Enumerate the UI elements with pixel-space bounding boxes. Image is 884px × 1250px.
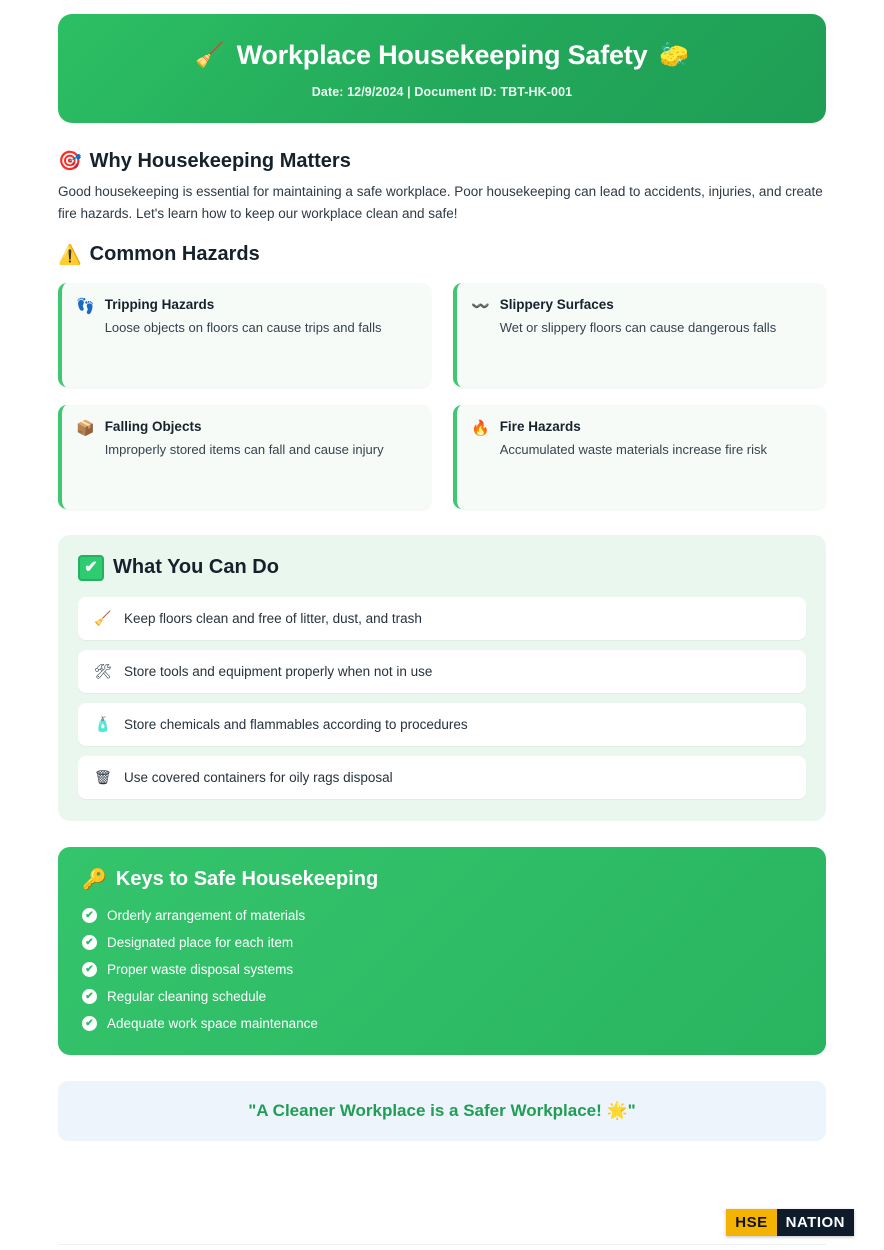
brand-hse-label: HSE: [726, 1209, 776, 1236]
key-text: Orderly arrangement of materials: [107, 907, 306, 923]
action-text: Keep floors clean and free of litter, dust, and trash: [124, 610, 422, 626]
chemical-bottle-icon: 🧴: [94, 715, 112, 732]
hazard-card: [453, 405, 826, 509]
why-section: [58, 149, 826, 225]
key-text: Adequate work space maintenance: [107, 1015, 318, 1031]
check-circle-icon: ✔: [82, 1016, 97, 1031]
key-text: Regular cleaning schedule: [107, 988, 267, 1004]
actions-panel: [58, 535, 826, 821]
action-item: [78, 597, 806, 640]
warning-icon: ⚠️: [58, 244, 82, 266]
hazards-grid: [58, 283, 826, 509]
key-list-item: [82, 908, 802, 923]
brand-badge: [726, 1209, 854, 1236]
action-text: Store chemicals and flammables according to procedures: [124, 716, 468, 732]
why-body-text: Good housekeeping is essential for maintaining a safe workplace. Poor housekeeping can lead to accidents, injuries, and create fire hazards. Let's learn how to keep our workplace clean and safe!: [58, 184, 823, 221]
action-item: [78, 650, 806, 693]
hazard-text: Improperly stored items can fall and cause injury: [104, 441, 384, 457]
key-text: Designated place for each item: [107, 934, 294, 950]
key-icon: 🔑: [82, 868, 107, 891]
key-list-item: [82, 935, 802, 950]
broom-icon: 🧹: [194, 41, 225, 69]
action-item: [78, 756, 806, 799]
hazard-title: Fire Hazards: [499, 418, 581, 434]
brand-nation-label: NATION: [777, 1209, 854, 1236]
box-icon: 📦: [76, 419, 95, 437]
hazard-card: [453, 283, 826, 387]
hazard-title: Slippery Surfaces: [499, 296, 614, 312]
page-bottom-divider: [58, 1244, 826, 1250]
page-title: [78, 40, 806, 71]
actions-heading: [78, 555, 806, 581]
hazard-card: [58, 405, 431, 509]
target-icon: 🎯: [58, 151, 82, 173]
keys-heading-text: Keys to Safe Housekeeping: [115, 867, 379, 890]
action-item: [78, 703, 806, 746]
hazards-heading: [58, 243, 826, 267]
broom-icon: 🧹: [94, 609, 112, 626]
hazard-card: [58, 283, 431, 387]
page-title-text: Workplace Housekeeping Safety: [236, 40, 648, 70]
waves-icon: 〰️: [471, 297, 490, 315]
closing-quote: "A Cleaner Workplace is a Safer Workplace! 🌟": [58, 1081, 826, 1141]
tools-icon: 🛠: [94, 662, 112, 679]
hazards-heading-text: Common Hazards: [89, 243, 260, 266]
action-text: Store tools and equipment properly when not in use: [124, 663, 433, 679]
key-list-item: [82, 1016, 802, 1031]
header-banner: [58, 14, 826, 123]
fire-icon: 🔥: [471, 419, 490, 437]
key-list-item: [82, 962, 802, 977]
check-circle-icon: ✔: [82, 962, 97, 977]
hazard-title: Tripping Hazards: [104, 296, 215, 312]
key-text: Proper waste disposal systems: [107, 961, 294, 977]
trash-icon: 🗑: [94, 768, 112, 785]
keys-heading: [82, 867, 802, 892]
action-text: Use covered containers for oily rags disposal: [124, 769, 393, 785]
check-circle-icon: ✔: [82, 989, 97, 1004]
sponge-icon: 🧽: [659, 41, 690, 69]
check-circle-icon: ✔: [82, 935, 97, 950]
footprints-icon: 👣: [76, 297, 95, 315]
why-heading: [58, 149, 826, 173]
key-list-item: [82, 989, 802, 1004]
hazard-title: Falling Objects: [104, 418, 202, 434]
hazard-text: Accumulated waste materials increase fire risk: [499, 441, 768, 457]
keys-panel: [58, 847, 826, 1055]
why-heading-text: Why Housekeeping Matters: [89, 149, 351, 172]
check-circle-icon: ✔: [82, 908, 97, 923]
document-meta: Date: 12/9/2024 | Document ID: TBT-HK-001: [311, 85, 573, 100]
hazard-text: Wet or slippery floors can cause dangerous falls: [499, 319, 777, 335]
hazard-text: Loose objects on floors can cause trips and falls: [104, 319, 382, 335]
actions-heading-text: What You Can Do: [113, 556, 279, 579]
check-mark-icon: ✔: [78, 555, 104, 581]
